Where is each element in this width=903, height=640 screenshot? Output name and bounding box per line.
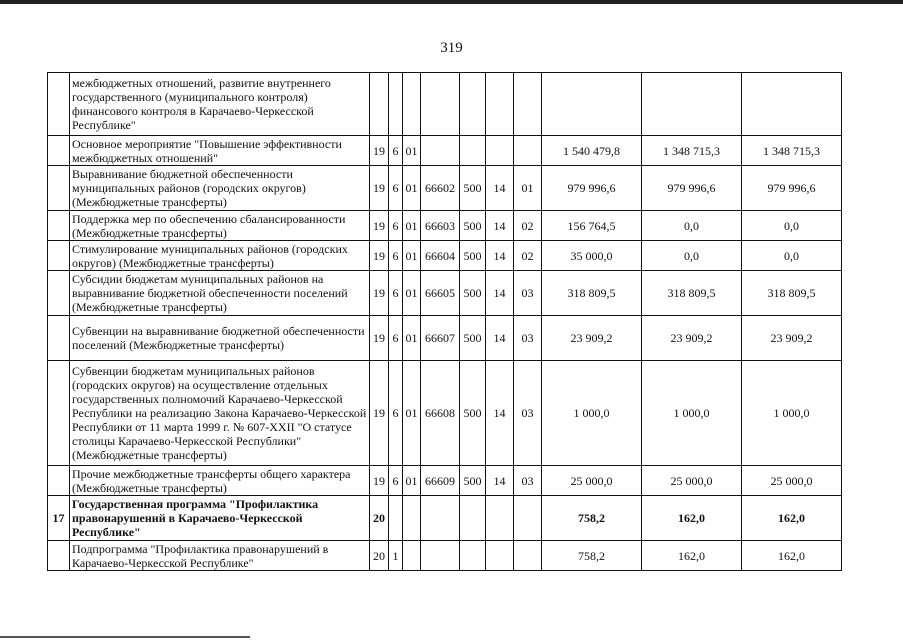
- amount-year-3: 23 909,2: [742, 316, 842, 361]
- code-subprogram: 6: [389, 271, 403, 316]
- amount-year-2: 1 000,0: [642, 361, 742, 466]
- table-row: [48, 466, 842, 496]
- code-direction: 66608: [421, 361, 460, 466]
- code-event: [403, 496, 421, 541]
- code-event: 01: [403, 271, 421, 316]
- code-direction: 66609: [421, 466, 460, 496]
- row-name: Субсидии бюджетам муниципальных районов на выравнивание бюджетной обеспеченности поселений (Межбюджетные трансферты): [70, 271, 370, 316]
- row-number: [48, 466, 70, 496]
- code-subprogram: [389, 73, 403, 136]
- code-subprogram: 6: [389, 166, 403, 211]
- code-direction: 66605: [421, 271, 460, 316]
- table-row: [48, 136, 842, 166]
- amount-year-2: 1 348 715,3: [642, 136, 742, 166]
- budget-table: [47, 72, 842, 571]
- code-expense-type: 500: [460, 241, 486, 271]
- amount-year-1: 318 809,5: [542, 271, 642, 316]
- code-expense-type: [460, 73, 486, 136]
- amount-year-2: 979 996,6: [642, 166, 742, 211]
- code-program: 19: [370, 316, 389, 361]
- amount-year-1: 758,2: [542, 496, 642, 541]
- code-program: 19: [370, 361, 389, 466]
- code-direction: [421, 541, 460, 571]
- amount-year-3: 25 000,0: [742, 466, 842, 496]
- amount-year-1: 1 540 479,8: [542, 136, 642, 166]
- code-section: 14: [486, 466, 514, 496]
- code-expense-type: [460, 496, 486, 541]
- table-row: [48, 271, 842, 316]
- amount-year-3: 1 348 715,3: [742, 136, 842, 166]
- row-name: Основное мероприятие "Повышение эффективности межбюджетных отношений": [70, 136, 370, 166]
- amount-year-3: 0,0: [742, 211, 842, 241]
- amount-year-2: [642, 73, 742, 136]
- amount-year-3: 162,0: [742, 541, 842, 571]
- table-row: [48, 316, 842, 361]
- amount-year-1: 758,2: [542, 541, 642, 571]
- code-expense-type: 500: [460, 361, 486, 466]
- code-section: [486, 541, 514, 571]
- code-direction: 66607: [421, 316, 460, 361]
- code-section: 14: [486, 166, 514, 211]
- code-expense-type: 500: [460, 466, 486, 496]
- scan-top-edge: [0, 0, 903, 4]
- amount-year-3: 318 809,5: [742, 271, 842, 316]
- amount-year-3: [742, 73, 842, 136]
- amount-year-2: 162,0: [642, 541, 742, 571]
- code-subsection: 03: [514, 316, 542, 361]
- code-section: 14: [486, 361, 514, 466]
- code-event: 01: [403, 241, 421, 271]
- code-expense-type: [460, 541, 486, 571]
- code-direction: 66602: [421, 166, 460, 211]
- row-number: [48, 541, 70, 571]
- code-program: 19: [370, 466, 389, 496]
- amount-year-2: 162,0: [642, 496, 742, 541]
- row-number: [48, 241, 70, 271]
- amount-year-2: 318 809,5: [642, 271, 742, 316]
- code-section: [486, 136, 514, 166]
- code-subsection: [514, 73, 542, 136]
- code-expense-type: 500: [460, 166, 486, 211]
- row-number: [48, 211, 70, 241]
- code-program: 19: [370, 136, 389, 166]
- code-expense-type: 500: [460, 211, 486, 241]
- code-event: [403, 73, 421, 136]
- code-direction: [421, 73, 460, 136]
- code-expense-type: 500: [460, 316, 486, 361]
- code-section: [486, 496, 514, 541]
- code-program: 19: [370, 241, 389, 271]
- code-subprogram: [389, 496, 403, 541]
- row-name: межбюджетных отношений, развитие внутреннего государственного (муниципального контроля) финансового контроля в Карачаево-Черкесской Республике": [70, 73, 370, 136]
- amount-year-2: 25 000,0: [642, 466, 742, 496]
- code-subprogram: 6: [389, 316, 403, 361]
- amount-year-3: 1 000,0: [742, 361, 842, 466]
- code-event: 01: [403, 316, 421, 361]
- code-subsection: 02: [514, 241, 542, 271]
- code-event: 01: [403, 136, 421, 166]
- row-name: Поддержка мер по обеспечению сбалансированности (Межбюджетные трансферты): [70, 211, 370, 241]
- scan-bottom-edge: [0, 636, 250, 638]
- table-row: [48, 166, 842, 211]
- amount-year-1: 35 000,0: [542, 241, 642, 271]
- code-direction: [421, 136, 460, 166]
- code-subprogram: 6: [389, 361, 403, 466]
- row-name: Государственная программа "Профилактика правонарушений в Карачаево-Черкесской Республике": [70, 496, 370, 541]
- code-subsection: 03: [514, 361, 542, 466]
- code-subsection: 03: [514, 466, 542, 496]
- code-program: 20: [370, 541, 389, 571]
- amount-year-1: 979 996,6: [542, 166, 642, 211]
- amount-year-3: 979 996,6: [742, 166, 842, 211]
- code-event: 01: [403, 466, 421, 496]
- code-direction: [421, 496, 460, 541]
- table-row: [48, 211, 842, 241]
- row-name: Субвенции на выравнивание бюджетной обеспеченности поселений (Межбюджетные трансферты): [70, 316, 370, 361]
- code-section: 14: [486, 271, 514, 316]
- code-subsection: [514, 136, 542, 166]
- amount-year-3: 0,0: [742, 241, 842, 271]
- row-name: Субвенции бюджетам муниципальных районов (городских округов) на осуществление отдельных государственных полномочий Карачаево-Черкесской Республики на реализацию Закона Карачаево-Черкесской Республики от 11 марта 1999 г. № 607-XXII "О статусе столицы Карачаево-Черкесской Республики" (Межбюджетные трансферты): [70, 361, 370, 466]
- code-event: [403, 541, 421, 571]
- table-row: [48, 241, 842, 271]
- row-number: [48, 316, 70, 361]
- code-direction: 66604: [421, 241, 460, 271]
- code-direction: 66603: [421, 211, 460, 241]
- code-section: [486, 73, 514, 136]
- amount-year-3: 162,0: [742, 496, 842, 541]
- code-expense-type: 500: [460, 271, 486, 316]
- row-number: [48, 271, 70, 316]
- code-subprogram: 6: [389, 241, 403, 271]
- code-subprogram: 1: [389, 541, 403, 571]
- code-event: 01: [403, 166, 421, 211]
- amount-year-1: [542, 73, 642, 136]
- row-name: Стимулирование муниципальных районов (городских округов) (Межбюджетные трансферты): [70, 241, 370, 271]
- amount-year-2: 0,0: [642, 211, 742, 241]
- amount-year-1: 25 000,0: [542, 466, 642, 496]
- row-name: Прочие межбюджетные трансферты общего характера (Межбюджетные трансферты): [70, 466, 370, 496]
- code-subsection: 01: [514, 166, 542, 211]
- code-event: 01: [403, 361, 421, 466]
- table-row: [48, 361, 842, 466]
- code-section: 14: [486, 241, 514, 271]
- code-subsection: [514, 496, 542, 541]
- code-expense-type: [460, 136, 486, 166]
- row-number: [48, 361, 70, 466]
- row-number: [48, 166, 70, 211]
- amount-year-2: 23 909,2: [642, 316, 742, 361]
- code-program: 19: [370, 211, 389, 241]
- code-subsection: [514, 541, 542, 571]
- code-subprogram: 6: [389, 136, 403, 166]
- code-program: 20: [370, 496, 389, 541]
- code-program: 19: [370, 271, 389, 316]
- row-number: [48, 136, 70, 166]
- amount-year-1: 23 909,2: [542, 316, 642, 361]
- code-section: 14: [486, 211, 514, 241]
- code-subsection: 03: [514, 271, 542, 316]
- row-name: Выравнивание бюджетной обеспеченности муниципальных районов (городских округов) (Межбюджетные трансферты): [70, 166, 370, 211]
- table-row: [48, 496, 842, 541]
- code-event: 01: [403, 211, 421, 241]
- code-program: 19: [370, 166, 389, 211]
- table-row: [48, 541, 842, 571]
- row-number: [48, 73, 70, 136]
- code-subsection: 02: [514, 211, 542, 241]
- row-number: 17: [48, 496, 70, 541]
- amount-year-2: 0,0: [642, 241, 742, 271]
- code-subprogram: 6: [389, 211, 403, 241]
- amount-year-1: 1 000,0: [542, 361, 642, 466]
- amount-year-1: 156 764,5: [542, 211, 642, 241]
- code-subprogram: 6: [389, 466, 403, 496]
- code-section: 14: [486, 316, 514, 361]
- page-number: 319: [440, 40, 463, 56]
- row-name: Подпрограмма "Профилактика правонарушений в Карачаево-Черкесской Республике": [70, 541, 370, 571]
- code-program: [370, 73, 389, 136]
- table-row: [48, 73, 842, 136]
